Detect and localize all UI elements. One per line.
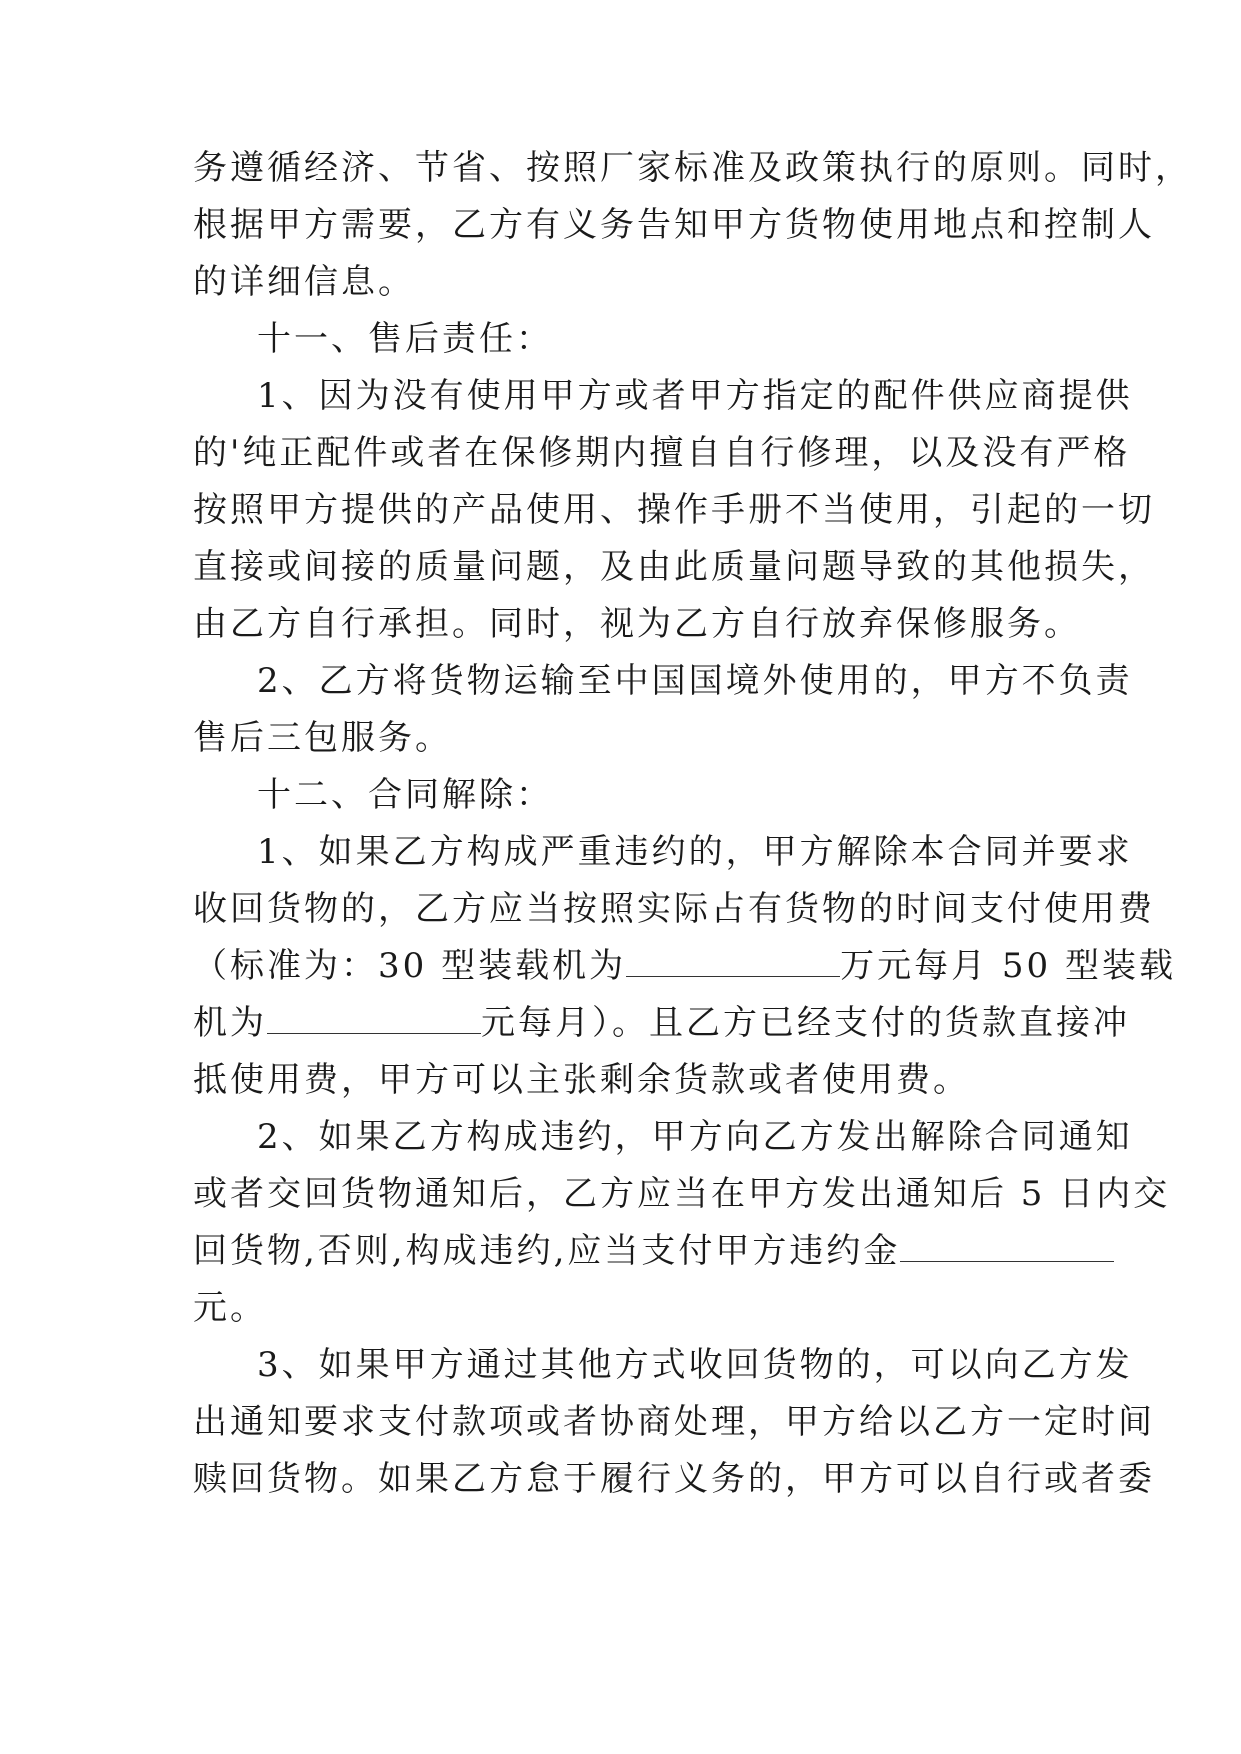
text-line: 2、如果乙方构成违约，甲方向乙方发出解除合同通知 bbox=[257, 1117, 1133, 1157]
text-line: 的'纯正配件或者在保修期内擅自自行修理，以及没有严格 bbox=[193, 433, 1131, 473]
text-segment: 万元每月 50 型装载 bbox=[840, 946, 1176, 986]
text-line bbox=[193, 946, 1176, 986]
text-line: 由乙方自行承担。同时，视为乙方自行放弃保修服务。 bbox=[193, 604, 1081, 644]
fill-in-blank bbox=[267, 1005, 481, 1034]
section-heading: 十一、售后责任： bbox=[257, 319, 553, 359]
text-line: 3、如果甲方通过其他方式收回货物的，可以向乙方发 bbox=[257, 1345, 1133, 1385]
text-line bbox=[193, 1003, 1130, 1043]
text-line: 直接或间接的质量问题，及由此质量问题导致的其他损失， bbox=[193, 547, 1155, 587]
text-segment: 回货物,否则,构成违约,应当支付甲方违约金 bbox=[193, 1231, 901, 1271]
text-segment: （标准为：30 型装载机为 bbox=[193, 946, 627, 986]
text-segment: 机为 bbox=[193, 1003, 267, 1043]
text-line: 出通知要求支付款项或者协商处理，甲方给以乙方一定时间 bbox=[193, 1402, 1155, 1442]
text-line: 收回货物的，乙方应当按照实际占有货物的时间支付使用费 bbox=[193, 889, 1155, 929]
text-line: 或者交回货物通知后，乙方应当在甲方发出通知后 5 日内交 bbox=[193, 1174, 1171, 1214]
text-line: 2、乙方将货物运输至中国国境外使用的，甲方不负责 bbox=[257, 661, 1133, 701]
fill-in-blank bbox=[626, 948, 840, 977]
text-line: 抵使用费，甲方可以主张剩余货款或者使用费。 bbox=[193, 1060, 970, 1100]
text-line: 售后三包服务。 bbox=[193, 718, 452, 758]
text-line: 元。 bbox=[193, 1288, 267, 1328]
fill-in-blank bbox=[900, 1233, 1114, 1262]
text-line: 赎回货物。如果乙方怠于履行义务的，甲方可以自行或者委 bbox=[193, 1459, 1155, 1499]
text-line: 1、因为没有使用甲方或者甲方指定的配件供应商提供 bbox=[257, 376, 1133, 416]
text-line bbox=[193, 1231, 1114, 1271]
text-line: 的详细信息。 bbox=[193, 262, 415, 302]
text-line: 按照甲方提供的产品使用、操作手册不当使用，引起的一切 bbox=[193, 490, 1155, 530]
text-line: 务遵循经济、节省、按照厂家标准及政策执行的原则。同时， bbox=[193, 148, 1192, 188]
text-line: 1、如果乙方构成严重违约的，甲方解除本合同并要求 bbox=[257, 832, 1133, 872]
text-line: 根据甲方需要，乙方有义务告知甲方货物使用地点和控制人 bbox=[193, 205, 1155, 245]
text-segment: 元每月）。且乙方已经支付的货款直接冲 bbox=[481, 1003, 1130, 1043]
section-heading: 十二、合同解除： bbox=[257, 775, 553, 815]
